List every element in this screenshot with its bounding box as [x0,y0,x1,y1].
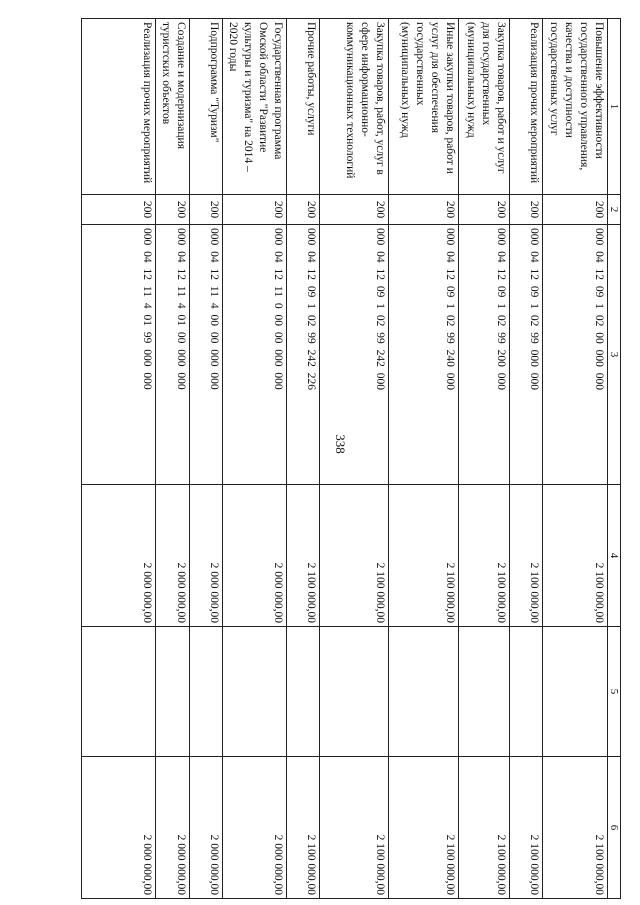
row-col4-value: 2 100 000,00 [542,485,607,627]
row-col6-value: 2 000 000,00 [82,757,156,899]
row-name: Реализация прочих мероприятий [82,19,156,195]
row-classification: 000 04 12 09 1 02 00 000 000 [542,225,607,485]
table-row [287,19,320,899]
row-admin-code: 200 [388,195,458,225]
header-col-4: 4 [608,485,621,627]
row-col5-value [190,627,223,757]
row-col5-value [458,627,509,757]
row-col4-value: 2 000 000,00 [190,485,223,627]
row-col6-value: 2 100 000,00 [509,757,542,899]
row-admin-code: 200 [156,195,190,225]
header-col-3: 3 [608,225,621,485]
table-row [82,19,156,899]
row-col6-value: 2 100 000,00 [287,757,320,899]
row-col6-value: 2 100 000,00 [542,757,607,899]
row-admin-code: 200 [82,195,156,225]
row-name: Закупка товаров, работ и услуг для государственных (муниципальных) нужд [458,19,509,195]
row-name: Реализация прочих мероприятий [509,19,542,195]
header-col-5: 5 [608,627,621,757]
table-row [458,19,509,899]
budget-table [81,18,621,899]
row-name: Иные закупки товаров, работ и услуг для обеспечения государственных (муниципальных) нужд [388,19,458,195]
row-col5-value [287,627,320,757]
header-col-6: 6 [608,757,621,899]
row-col6-value: 2 100 000,00 [458,757,509,899]
row-col6-value: 2 000 000,00 [223,757,287,899]
row-col4-value: 2 100 000,00 [320,485,388,627]
table-row [190,19,223,899]
table-row [320,19,388,899]
row-admin-code: 200 [190,195,223,225]
row-col6-value: 2 000 000,00 [190,757,223,899]
row-classification: 000 04 12 11 4 01 99 000 000 [82,225,156,485]
row-col5-value [388,627,458,757]
row-col5-value [542,627,607,757]
row-col6-value: 2 000 000,00 [156,757,190,899]
header-col-2: 2 [608,195,621,225]
row-classification: 000 04 12 09 1 02 99 242 000 [320,225,388,485]
row-col4-value: 2 100 000,00 [287,485,320,627]
table-row [542,19,607,899]
row-name: Государственная программа Омской области "Развитие культуры и туризма" на 2014 – 2020 годы [223,19,287,195]
rotated-page-content [81,18,621,898]
row-col4-value: 2 000 000,00 [156,485,190,627]
row-classification: 000 04 12 11 4 00 00 000 000 [190,225,223,485]
row-col6-value: 2 100 000,00 [320,757,388,899]
row-classification: 000 04 12 09 1 02 99 240 000 [388,225,458,485]
row-col5-value [156,627,190,757]
table-row [509,19,542,899]
row-col5-value [82,627,156,757]
table-row [156,19,190,899]
row-name: Прочие работы, услуги [287,19,320,195]
row-col5-value [223,627,287,757]
header-row [608,19,621,899]
row-name: Подпрограмма "Туризм" [190,19,223,195]
row-classification: 000 04 12 09 1 02 99 200 000 [458,225,509,485]
row-col4-value: 2 100 000,00 [509,485,542,627]
row-col5-value [320,627,388,757]
header-col-1: 1 [608,19,621,195]
page-number: 338 [332,434,348,454]
row-col4-value: 2 000 000,00 [223,485,287,627]
row-admin-code: 200 [542,195,607,225]
row-admin-code: 200 [223,195,287,225]
row-classification: 000 04 12 11 4 01 00 000 000 [156,225,190,485]
row-name: Закупка товаров, работ, услуг в сфере информационно-коммуникационных технологий [320,19,388,195]
row-col5-value [509,627,542,757]
row-admin-code: 200 [509,195,542,225]
row-admin-code: 200 [287,195,320,225]
row-classification: 000 04 12 11 0 00 00 000 000 [223,225,287,485]
row-admin-code: 200 [458,195,509,225]
row-col4-value: 2 100 000,00 [388,485,458,627]
table-row [223,19,287,899]
row-col4-value: 2 100 000,00 [458,485,509,627]
row-col4-value: 2 000 000,00 [82,485,156,627]
row-classification: 000 04 12 09 1 02 99 000 000 [509,225,542,485]
row-admin-code: 200 [320,195,388,225]
row-name: Повышение эффективности государственного управления, качества и доступности государственных услуг [542,19,607,195]
row-name: Создание и модернизация туристских объектов [156,19,190,195]
row-col6-value: 2 100 000,00 [388,757,458,899]
table-row [388,19,458,899]
row-classification: 000 04 12 09 1 02 99 242 226 [287,225,320,485]
